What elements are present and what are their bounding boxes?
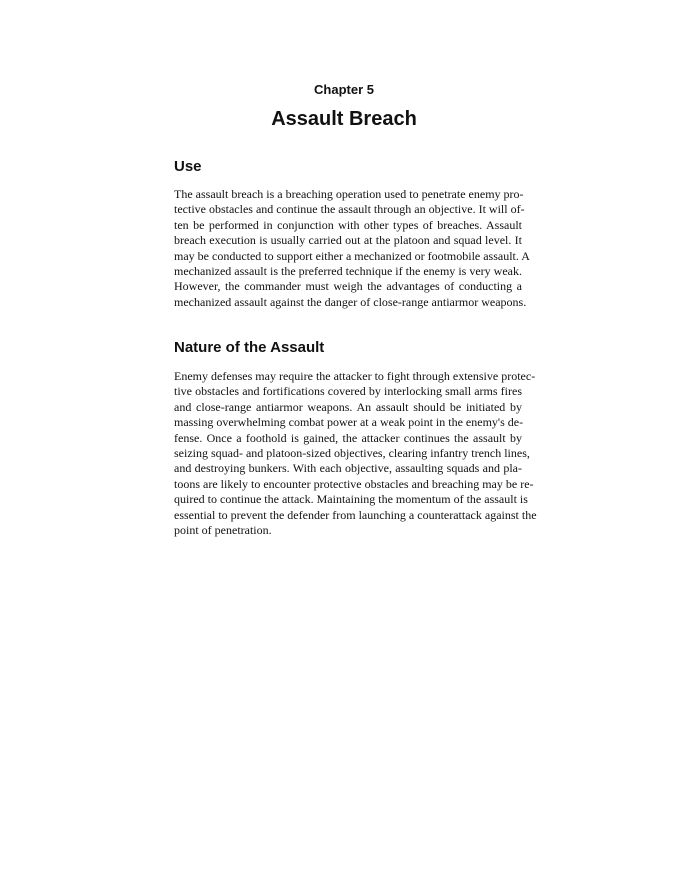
section-paragraph-use <box>174 187 530 310</box>
paragraph-line: fense. Once a foothold is gained, the attacker continues the assault by <box>174 430 522 445</box>
paragraph-line: seizing squad- and platoon-sized objectives, clearing infantry trench lines, <box>174 445 530 460</box>
paragraph-line: Enemy defenses may require the attacker to fight through extensive protec- <box>174 369 536 383</box>
paragraph-line: massing overwhelming combat power at a weak point in the enemy's de- <box>174 415 524 430</box>
paragraph-line: mechanized assault is the preferred technique if the enemy is very weak. <box>174 263 522 278</box>
paragraph-line: The assault breach is a breaching operation used to penetrate enemy pro- <box>174 187 524 201</box>
chapter-label: Chapter 5 <box>314 82 374 97</box>
paragraph-line: However, the commander must weigh the advantages of conducting a <box>174 279 522 294</box>
paragraph-line: quired to continue the attack. Maintaining the momentum of the assault is <box>174 492 528 507</box>
section-heading-use: Use <box>174 158 202 175</box>
paragraph-line: and destroying bunkers. With each objective, assaulting squads and pla- <box>174 461 522 476</box>
paragraph-line: may be conducted to support either a mechanized or footmobile assault. A <box>174 248 530 263</box>
paragraph-line: tective obstacles and continue the assault through an objective. It will of- <box>174 202 525 217</box>
paragraph-line: ten be performed in conjunction with other types of breaches. Assault <box>174 217 522 232</box>
paragraph-line: toons are likely to encounter protective obstacles and breaching may be re- <box>174 476 534 491</box>
paragraph-line: breach execution is usually carried out at the platoon and squad level. It <box>174 233 522 248</box>
paragraph-line: essential to prevent the defender from launching a counterattack against the <box>174 507 537 522</box>
paragraph-line: mechanized assault against the danger of close-range antiarmor weapons. <box>174 294 527 309</box>
chapter-title: Assault Breach <box>271 108 417 130</box>
paragraph-line: tive obstacles and fortifications covered by interlocking small arms fires <box>174 384 522 399</box>
section-paragraph-nature-of-assault <box>174 369 537 538</box>
paragraph-line: point of penetration. <box>174 522 272 537</box>
section-heading-nature-of-assault: Nature of the Assault <box>174 339 325 356</box>
paragraph-line: and close-range antiarmor weapons. An assault should be initiated by <box>174 399 522 414</box>
